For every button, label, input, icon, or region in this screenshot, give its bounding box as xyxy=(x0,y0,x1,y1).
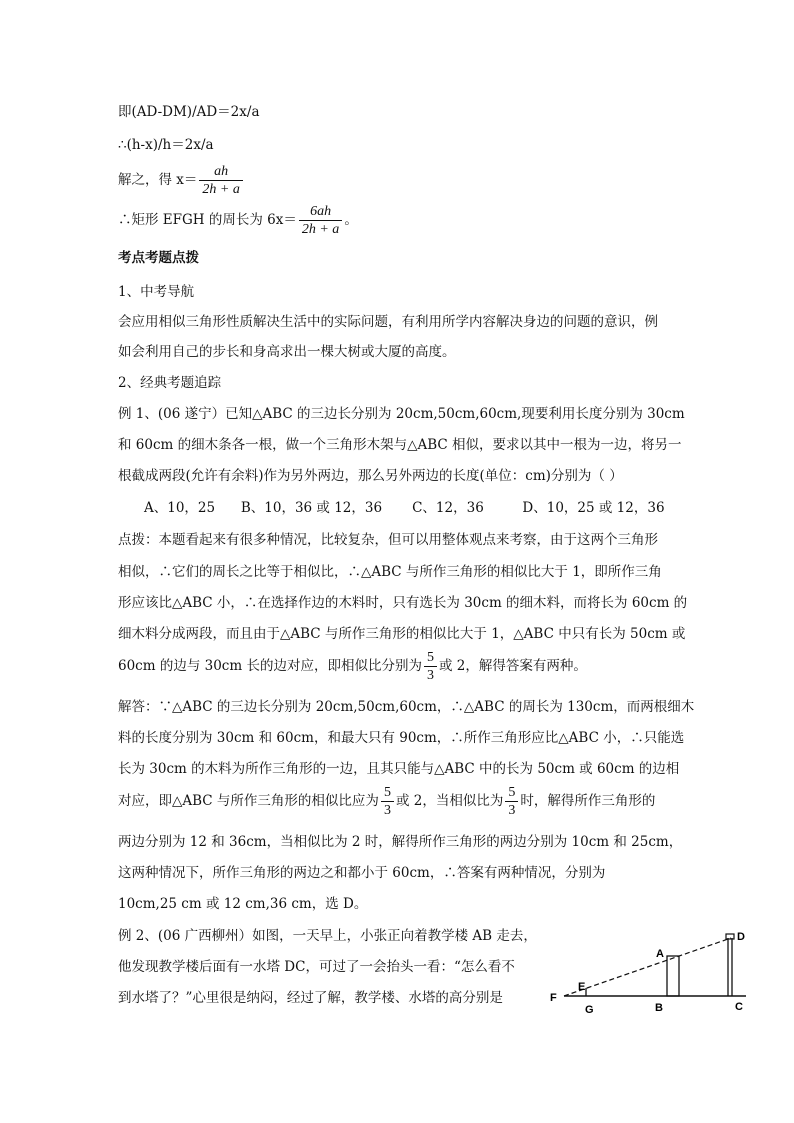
fraction-numerator: 5 xyxy=(381,784,394,802)
sec1-title: 1、中考导航 xyxy=(118,284,195,300)
answer-text: 或 2，当相似比为 xyxy=(395,793,504,809)
fraction-denominator: 3 xyxy=(383,803,391,818)
fraction-6ah xyxy=(299,203,342,238)
sight-line xyxy=(564,938,731,996)
label-a: A xyxy=(656,948,664,960)
label-e: E xyxy=(578,981,586,993)
fraction-numerator: 6ah xyxy=(299,203,342,221)
answer-line: 长为 30cm 的木料为所作三角形的一边，且其只能与△ABC 中的长为 50cm 或 60cm 的边相 xyxy=(118,761,680,777)
answer-options: A、10，25 B、10，36 或 12，36 C、12，36 D、10，25 或 12，36 xyxy=(144,500,665,516)
sec1-para-line: 如会利用自己的步长和身高求出一棵大树或大厦的高度。 xyxy=(118,344,456,360)
perimeter-text: ∴矩形 EFGH 的周长为 6x＝ xyxy=(118,212,297,228)
hint-line: 点拨：本题看起来有很多种情况，比较复杂，但可以用整体观点来考察，由于这两个三角形 xyxy=(118,532,658,548)
label-f: F xyxy=(550,992,557,1004)
answer-line: 10cm,25 cm 或 12 cm,36 cm，选 D。 xyxy=(118,896,368,912)
section-heading: 考点考题点拨 xyxy=(118,250,199,266)
fraction-ah xyxy=(199,163,242,198)
answer-line: 料的长度分别为 30cm 和 60cm，和最大只有 90cm，∴所作三角形应比△ABC 小，∴只能选 xyxy=(118,730,685,746)
answer-text: 时，解得所作三角形的 xyxy=(520,793,656,809)
building-ab xyxy=(667,956,679,996)
line-ad-dm: 即(AD-DM)/AD＝2x/a xyxy=(118,104,260,120)
fraction-5-3 xyxy=(424,649,437,684)
line-solve-x xyxy=(118,160,245,200)
line-perimeter xyxy=(118,200,358,240)
fraction-numerator: ah xyxy=(199,163,242,181)
answer-line: 解答：∵△ABC 的三边长分别为 20cm,50cm,60cm，∴△ABC 的周长为 130cm，而两根细木 xyxy=(118,699,695,715)
solve-text: 解之，得 x＝ xyxy=(118,172,198,188)
hint-text: 60cm 的边与 30cm 长的边对应，即相似比分别为 xyxy=(118,658,422,674)
hint-text: 或 2，解得答案有两种。 xyxy=(438,658,587,674)
example1-line: 例 1、(06 遂宁）已知△ABC 的三边长分别为 20cm,50cm,60cm,现要利用长度分别为 30cm xyxy=(118,406,685,422)
hint-line-ratio xyxy=(118,646,587,686)
line-h-x: ∴(h-x)/h＝2x/a xyxy=(118,137,214,153)
example1-line: 和 60cm 的细木条各一根，做一个三角形木架与△ABC 相似，要求以其中一根为一边，将另一 xyxy=(118,437,682,453)
answer-line-ratio xyxy=(118,781,655,821)
fraction-denominator: 2h + a xyxy=(202,182,240,197)
period: 。 xyxy=(344,212,358,228)
hint-line: 细木料分成两段，而且由于△ABC 与所作三角形的相似比大于 1，△ABC 中只有长为 50cm 或 xyxy=(118,626,686,642)
answer-line: 两边分别为 12 和 36cm，当相似比为 2 时，解得所作三角形的两边分别为 10cm 和 25cm， xyxy=(118,834,683,850)
example1-line: 根截成两段(允许有余料)作为另外两边，那么另外两边的长度(单位：cm)分别为（ ） xyxy=(118,468,623,484)
example2-line: 到水塔了？”心里很是纳闷，经过了解，教学楼、水塔的高分别是 xyxy=(118,990,503,1006)
fraction-5-3 xyxy=(381,784,394,819)
tower-top xyxy=(726,934,734,939)
label-b: B xyxy=(655,1002,663,1014)
fraction-denominator: 2h + a xyxy=(301,222,340,237)
sec2-title: 2、经典考题追踪 xyxy=(118,375,222,391)
building-tower-diagram xyxy=(546,924,766,1024)
example2-line: 他发现教学楼后面有一水塔 DC，可过了一会抬头一看：“怎么看不 xyxy=(118,959,515,975)
fraction-denominator: 3 xyxy=(426,668,434,683)
fraction-numerator: 5 xyxy=(505,784,518,802)
answer-text: 对应，即△ABC 与所作三角形的相似比应为 xyxy=(118,793,379,809)
fraction-denominator: 3 xyxy=(508,803,516,818)
label-d: D xyxy=(737,931,745,943)
example2-line: 例 2、(06 广西柳州）如图，一天早上，小张正向着教学楼 AB 走去， xyxy=(118,928,537,944)
answer-line: 这两种情况下，所作三角形的两边之和都小于 60cm，∴答案有两种情况，分别为 xyxy=(118,865,606,881)
hint-line: 形应该比△ABC 小，∴在选择作边的木料时，只有选长为 30cm 的细木料，而将长为 60cm 的 xyxy=(118,595,688,611)
hint-line: 相似，∴它们的周长之比等于相似比，∴△ABC 与所作三角形的相似比大于 1，即所作三角 xyxy=(118,564,662,580)
label-g: G xyxy=(585,1004,594,1016)
sec1-para-line: 会应用相似三角形性质解决生活中的实际问题，有利用所学内容解决身边的问题的意识，例 xyxy=(118,314,658,330)
fraction-5-3 xyxy=(505,784,518,819)
fraction-numerator: 5 xyxy=(424,649,437,667)
label-c: C xyxy=(735,1001,743,1013)
